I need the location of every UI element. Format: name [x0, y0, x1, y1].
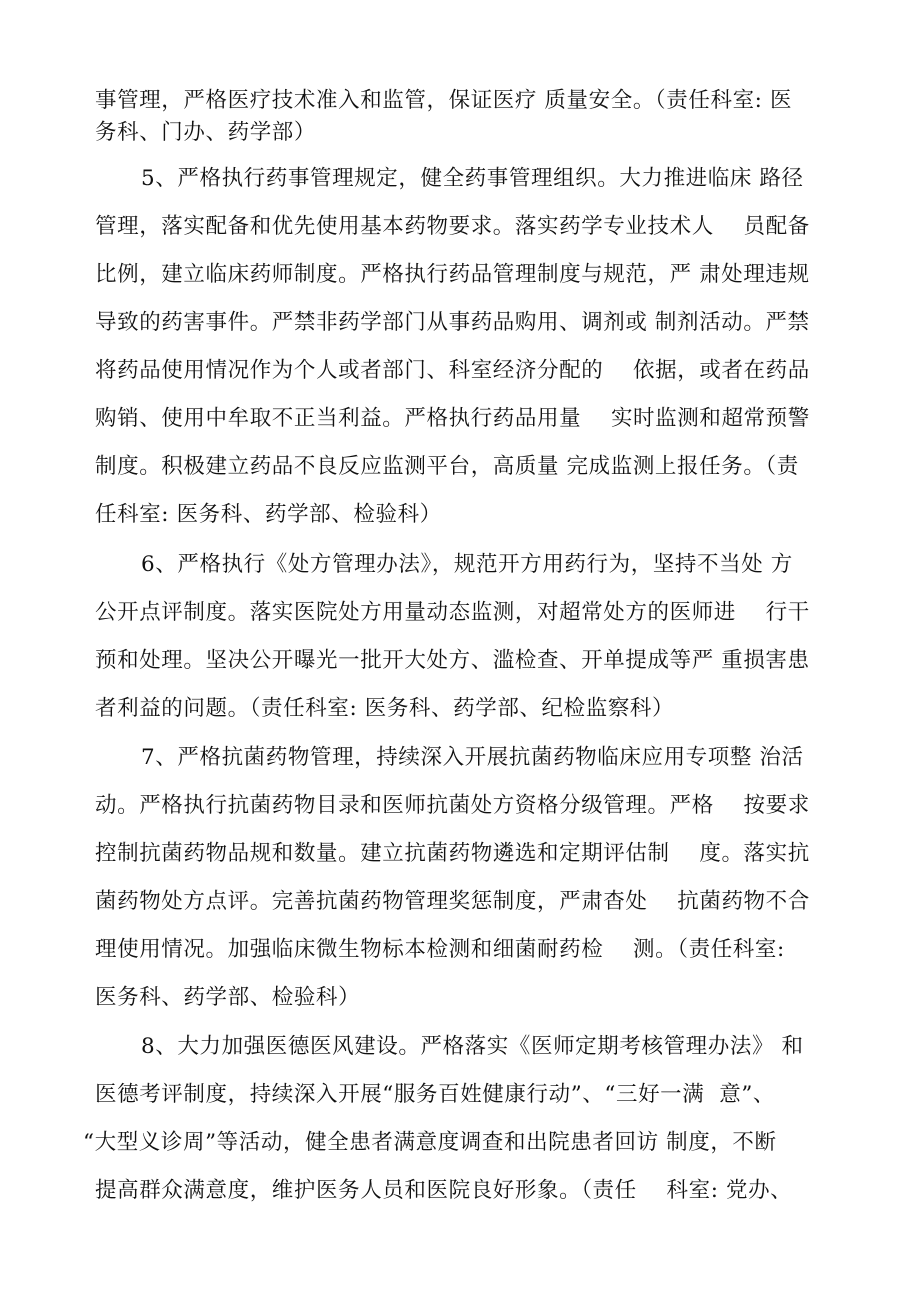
- paragraph-6-line-3: 预和处理。坚决公开曝光一批开大处方、滥检查、开单提成等严 重损害患: [95, 648, 810, 673]
- paragraph-7-line-1: 7、严格抗菌药物管理，持续深入开展抗菌药物临床应用专项整 治活: [141, 745, 804, 770]
- paragraph-8-line-2: 医德考评制度，持续深入开展“服务百姓健康行动”、“三好一满 意”、: [95, 1082, 776, 1107]
- paragraph-8-line-3: “大型义诊周”等活动，健全患者满意度调查和出院患者回访 制度，不断: [83, 1130, 777, 1155]
- paragraph-8-line-1: 8、大力加强医德医风建设。严格落实《医师定期考核管理办法》 和: [141, 1034, 804, 1059]
- paragraph-6-line-4: 者利益的问题。（责任科室: 医务科、药学部、纪检监察科）: [95, 696, 675, 721]
- paragraph-5-line-2: 管理，落实配备和优先使用基本药物要求。落实药学专业技术人 员配备: [95, 214, 810, 239]
- text-line-2: 务科、门办、药学部）: [95, 120, 317, 145]
- paragraph-7-line-3: 控制抗菌药物品规和数量。建立抗菌药物遴选和定期评估制 度。落实抗: [95, 841, 810, 866]
- paragraph-5-line-1: 5、严格执行药事管理规定，健全药事管理组织。大力推进临床 路径: [141, 166, 804, 191]
- paragraph-5-line-7: 制度。积极建立药品不良反应监测平台，高质量 完成监测上报任务。（责: [95, 454, 799, 479]
- paragraph-7-line-4: 菌药物处方点评。完善抗菌药物管理奖惩制度，严肃杳处 抗菌药物不合: [95, 889, 810, 914]
- paragraph-5-line-3: 比例，建立临床药师制度。严格执行药品管理制度与规范，严 肃处理违规: [95, 262, 810, 287]
- paragraph-7-line-5: 理使用情况。加强临床微生物标本检测和细菌耐药检 测。（责任科室:: [95, 937, 785, 962]
- paragraph-5-line-6: 购销、使用中牟取不正当利益。严格执行药品用量 实时监测和超常预警: [95, 406, 810, 431]
- paragraph-7-line-2: 动。严格执行抗菌药物目录和医师抗菌处方资格分级管理。严格 按要求: [95, 793, 810, 818]
- paragraph-8-line-4: 提高群众满意度，维护医务人员和医院良好形象。（责任 科室: 党办、: [95, 1178, 793, 1203]
- paragraph-7-line-6: 医务科、药学部、检验科）: [95, 985, 361, 1010]
- paragraph-6-line-2: 公开点评制度。落实医院处方用量动态监测，对超常处方的医师进 行干: [95, 600, 810, 625]
- paragraph-5-line-8: 任科室: 医务科、药学部、检验科）: [95, 502, 442, 527]
- paragraph-6-line-1: 6、严格执行《处方管理办法》，规范开方用药行为，坚持不当处 方: [141, 552, 793, 577]
- paragraph-5-line-5: 将药品使用情况作为个人或者部门、科室经济分配的 依据，或者在药品: [95, 358, 810, 383]
- paragraph-5-line-4: 导致的药害事件。严禁非药学部门从事药品购用、调剂或 制剂活动。严禁: [95, 310, 810, 335]
- text-line-1: 事管理，严格医疗技术准入和监管，保证医疗 质量安全。（责任科室: 医: [95, 88, 793, 113]
